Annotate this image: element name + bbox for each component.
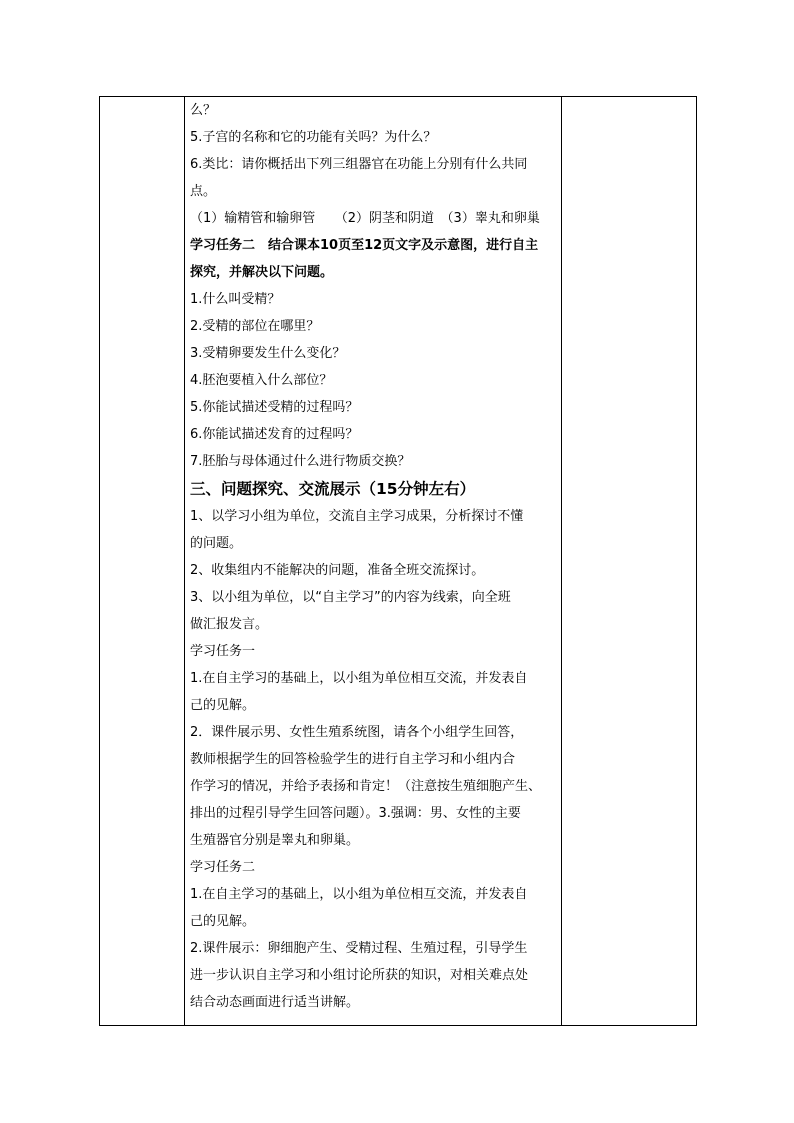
lesson-plan-table bbox=[99, 96, 697, 1026]
text-line: 2.课件展示：卵细胞产生、受精过程、生殖过程，引导学生 bbox=[190, 941, 528, 956]
text-line: 7.胚胎与母体通过什么进行物质交换？ bbox=[190, 454, 411, 469]
text-line: 6.类比：请你概括出下列三组器官在功能上分别有什么共同 bbox=[190, 157, 528, 172]
text-line: 5.子宫的名称和它的功能有关吗？为什么？ bbox=[190, 130, 437, 145]
right-column-cell bbox=[562, 97, 697, 1026]
text-line: 生殖器官分别是睾丸和卵巢。 bbox=[190, 833, 360, 848]
text-line: 作学习的情况，并给予表扬和肯定！（注意按生殖细胞产生、 bbox=[190, 779, 542, 794]
text-line: 么？ bbox=[190, 103, 217, 118]
text-line: 学习任务二 结合课本10页至12页文字及示意图，进行自主 bbox=[190, 238, 539, 253]
text-line: 教师根据学生的回答检验学生的进行自主学习和小组内合 bbox=[190, 752, 516, 767]
text-line: 4.胚泡要植入什么部位？ bbox=[190, 373, 333, 388]
text-line: 做汇报发言。 bbox=[190, 617, 269, 632]
text-line: 1、以学习小组为单位，交流自主学习成果，分析探讨不懂 bbox=[190, 509, 524, 524]
text-line: 2、收集组内不能解决的问题，准备全班交流探讨。 bbox=[190, 563, 485, 578]
content-column-cell bbox=[185, 97, 562, 1026]
text-line: 点。 bbox=[190, 184, 217, 199]
text-line: 排出的过程引导学生回答问题）。3.强调：男、女性的主要 bbox=[190, 806, 521, 821]
text-line: （1）输精管和输卵管 （2）阴茎和阴道 （3）睾丸和卵巢 bbox=[190, 211, 540, 226]
text-line: 2．课件展示男、女性生殖系统图，请各个小组学生回答， bbox=[190, 725, 524, 740]
text-line: 己的见解。 bbox=[190, 914, 256, 929]
left-column-cell bbox=[100, 97, 185, 1026]
text-line: 5.你能试描述受精的过程吗？ bbox=[190, 400, 359, 415]
text-line: 探究，并解决以下问题。 bbox=[190, 265, 334, 280]
text-line: 学习任务一 bbox=[190, 644, 256, 659]
text-line: 结合动态画面进行适当讲解。 bbox=[190, 995, 360, 1010]
table-row bbox=[100, 97, 697, 1026]
text-line: 1.在自主学习的基础上，以小组为单位相互交流，并发表自 bbox=[190, 887, 528, 902]
text-line: 6.你能试描述发育的过程吗？ bbox=[190, 427, 359, 442]
text-line: 2.受精的部位在哪里？ bbox=[190, 319, 320, 334]
section-heading: 三、问题探究、交流展示（15分钟左右） bbox=[190, 480, 476, 498]
text-line: 1.什么叫受精？ bbox=[190, 292, 281, 307]
text-line: 己的见解。 bbox=[190, 698, 256, 713]
text-line: 3、以小组为单位，以“自主学习”的内容为线索，向全班 bbox=[190, 590, 511, 605]
text-line: 学习任务二 bbox=[190, 860, 256, 875]
text-line: 进一步认识自主学习和小组讨论所获的知识，对相关难点处 bbox=[190, 968, 529, 983]
content-body bbox=[185, 97, 561, 1016]
text-line: 的问题。 bbox=[190, 536, 243, 551]
text-line: 3.受精卵要发生什么变化？ bbox=[190, 346, 346, 361]
text-line: 1.在自主学习的基础上，以小组为单位相互交流，并发表自 bbox=[190, 671, 528, 686]
